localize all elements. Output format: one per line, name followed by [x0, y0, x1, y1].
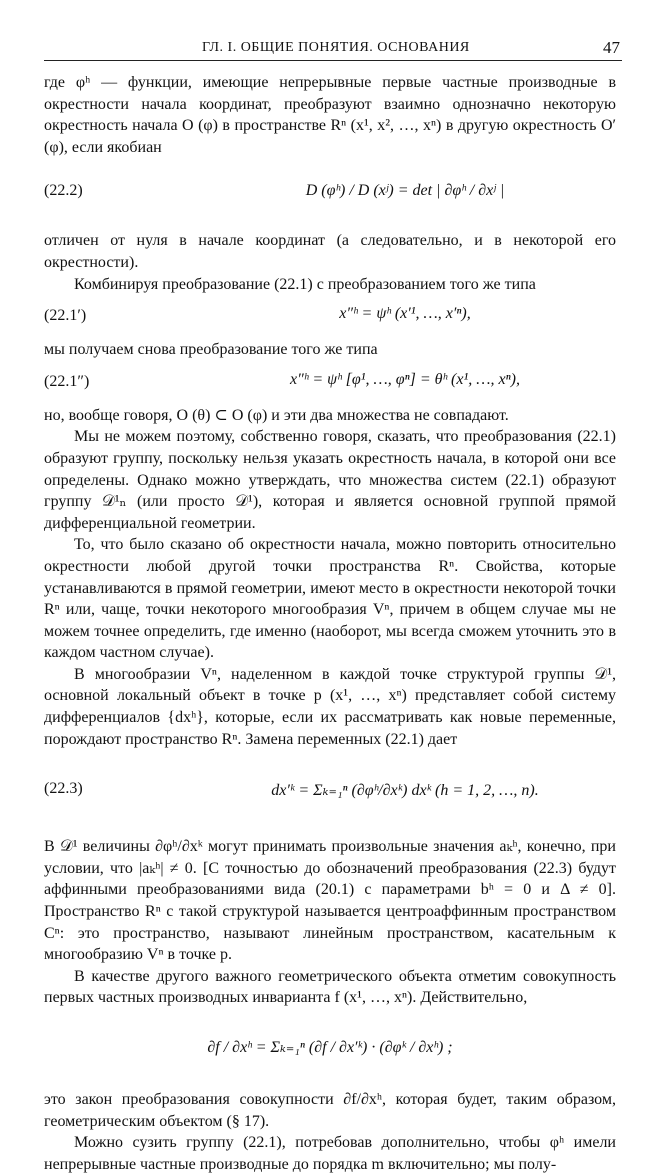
equation-number: (22.3) [44, 780, 83, 798]
paragraph-6: Мы не можем поэтому, собственно говоря, сказать, что преобразования (22.1) образуют группу, поскольку нельзя указать окрестность начала, в которой они все определены. Однако можно утверждать, что множества систем (22.1) образуют группу 𝒟¹ₙ (или просто 𝒟¹), которая и является основной группой прямой дифференциальной геометрии. [44, 428, 616, 532]
paragraph-12: Можно сузить группу (22.1), потребовав дополнительно, чтобы φʰ имели непрерывные частные производные до порядка m включительно; мы полу- [44, 1134, 616, 1173]
page-body [44, 72, 616, 1175]
paragraph-10: В качестве другого важного геометрического объекта отметим совокупность первых частных производных инварианта f (x¹, …, xⁿ). Действительно, [44, 967, 616, 1007]
paragraph-5: но, вообще говоря, O (θ) ⊂ O (φ) и эти два множества не совпадают. [44, 406, 509, 424]
equation-formula: x″ʰ = ψʰ [φ¹, …, φⁿ] = θʰ (x¹, …, xⁿ), [290, 370, 520, 388]
equation-formula: D (φʰ) / D (xʲ) = det | ∂φʰ / ∂xʲ | [305, 182, 505, 200]
paragraph-2: отличен от нуля в начале координат (а следовательно, и в некоторой его окрестности). [44, 232, 616, 271]
equation-22-1-prime [44, 295, 616, 339]
equation-number: (22.1″) [44, 372, 90, 390]
paragraph-11: это закон преобразования совокупности ∂f/∂xʰ, которая будет, таким образом, геометрическим объектом (§ 17). [44, 1091, 616, 1130]
page-number: 47 [603, 38, 620, 57]
paragraph-8: В многообразии Vⁿ, наделенном в каждой точке структурой группы 𝒟¹, основной локальный объект в точке p (x¹, …, xⁿ) представляет собой систему дифференциалов {dxʰ}, которые, если их рассматривать как новые переменные, порождают пространство Rⁿ. Замена переменных (22.1) дает [44, 665, 616, 748]
equation-22-2 [44, 158, 616, 230]
paragraph-7: То, что было сказано об окрестности начала, можно повторить относительно окрестности любой другой точки пространства Rⁿ. Свойства, которые устанавливаются в прямой геометрии, имеют место в окрестности некоторой точки Rⁿ или, чаще, точки некоторого многообразия Vⁿ, причем в общем случае мы не можем точнее определить, где именно (наоборот, мы всегда сможем уточнить это в каждом частном случае). [44, 536, 616, 662]
equation-formula: ∂f / ∂xʰ = Σₖ₌₁ⁿ (∂f / ∂x′ᵏ) · (∂φᵏ / ∂xʰ) ; [207, 1039, 453, 1056]
equation-number: (22.1′) [44, 307, 87, 325]
chapter-title: ГЛ. I. ОБЩИЕ ПОНЯТИЯ. ОСНОВАНИЯ [202, 40, 470, 55]
paragraph-1: где φʰ — функции, имеющие непрерывные первые частные производные в окрестности начала координат, преобразуют взаимно однозначно некоторую окрестность начала O (φ) в пространстве Rⁿ (x¹, x², …, xⁿ) в другую окрестность O′ (φ), если якобиан [44, 74, 616, 156]
paragraph-9: В 𝒟¹ величины ∂φʰ/∂xᵏ могут принимать произвольные значения aₖʰ, конечно, при условии, что |aₖʰ| ≠ 0. [С точностью до обозначений преобразования (22.3) будут аффинными преобразованиями вида (20.1) с параметрами bʰ = 0 и Δ ≠ 0]. Пространство Rⁿ с такой структурой называется центроаффинным пространством Cⁿ: это пространство, называют линейным пространством, касательным к многообразию Vⁿ в точке p. [44, 838, 616, 964]
running-header [44, 36, 622, 61]
equation-formula: x″ʰ = ψʰ (x′¹, …, x′ⁿ), [339, 305, 471, 323]
equation-formula: dx′ᵏ = Σₖ₌₁ⁿ (∂φʰ/∂xᵏ) dxᵏ (h = 1, 2, …, n). [271, 782, 539, 800]
equation-number: (22.2) [44, 182, 83, 200]
equation-22-3 [44, 750, 616, 836]
paragraph-3: Комбинируя преобразование (22.1) с преобразованием того же типа [74, 275, 536, 293]
equation-df [44, 1009, 616, 1089]
equation-22-1-double-prime [44, 361, 616, 405]
paragraph-4: мы получаем снова преобразование того же типа [44, 341, 378, 359]
